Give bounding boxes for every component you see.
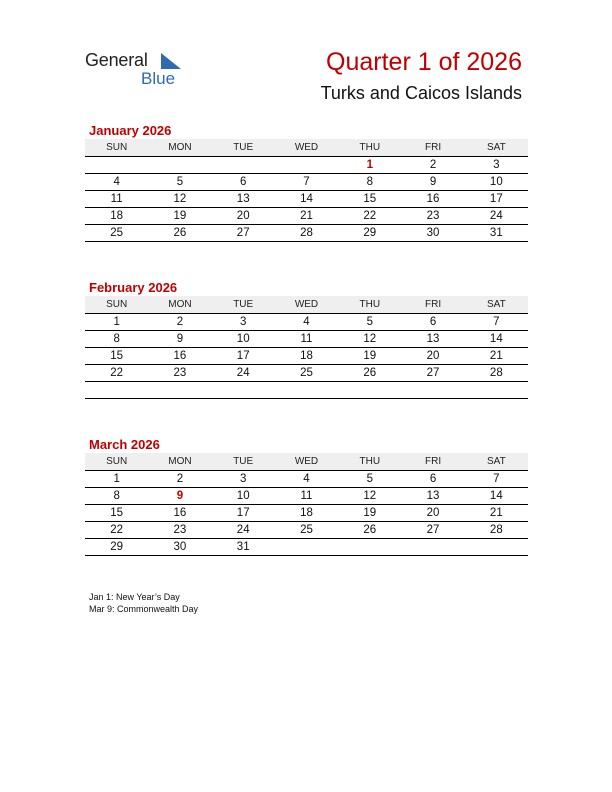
day-cell: 7 [493,316,500,328]
day-cell: 12 [173,193,187,205]
logo-triangle-icon [161,53,181,69]
holiday-day-cell: 1 [366,159,373,171]
day-cell: 2 [176,473,184,485]
day-cell: 5 [366,316,373,328]
day-cell: 16 [173,350,187,362]
day-cell: 25 [300,367,313,379]
day-cell: 19 [173,210,187,222]
weekday-sun: SUN [106,142,128,153]
day-cell: 30 [173,541,187,553]
day-cell: 16 [426,193,440,205]
weekday-tue: TUE [233,456,254,467]
day-cell: 17 [489,193,503,205]
week-row [85,522,528,539]
day-cell: 3 [493,159,500,171]
day-cell: 14 [489,490,503,502]
month-weeks [85,157,528,242]
weekday-fri: FRI [424,456,442,467]
day-cell: 4 [113,176,120,188]
day-cell: 3 [240,316,247,328]
day-cell: 14 [300,193,313,205]
day-cell: 2 [429,159,437,171]
week-row [85,505,528,522]
day-cell: 28 [489,367,503,379]
day-cell: 1 [113,316,120,328]
day-cell: 26 [173,227,187,239]
day-cell: 22 [110,524,124,536]
day-cell: 13 [426,490,440,502]
day-cell: 6 [429,316,437,328]
day-cell: 21 [489,507,503,519]
weekday-header [85,296,528,314]
week-row [85,225,528,242]
week-row [85,174,528,191]
day-cell: 24 [489,210,503,222]
holiday-notes [89,591,198,615]
weekday-wed: WED [294,299,319,310]
day-cell: 16 [173,507,187,519]
day-cell: 15 [363,193,377,205]
general-blue-logo [85,50,195,90]
week-row [85,539,528,556]
day-cell: 23 [173,367,187,379]
day-cell: 28 [300,227,313,239]
day-cell: 19 [363,507,377,519]
logo-word-blue: Blue [141,69,176,88]
month-weeks [85,471,528,556]
weekday-sun: SUN [106,456,128,467]
day-cell: 10 [489,176,503,188]
day-cell: 7 [303,176,310,188]
weekday-sun: SUN [106,299,128,310]
holiday-note: Jan 1: New Year’s Day [89,592,180,602]
day-cell: 13 [236,193,250,205]
day-cell: 6 [240,176,247,188]
day-cell: 8 [113,333,120,345]
weekday-thu: THU [359,299,381,310]
day-cell: 1 [113,473,120,485]
day-cell: 15 [110,507,124,519]
holiday-note: Mar 9: Commonwealth Day [89,604,199,614]
day-cell: 12 [363,333,377,345]
day-cell: 18 [110,210,124,222]
day-cell: 28 [489,524,503,536]
day-cell: 21 [489,350,503,362]
day-cell: 15 [110,350,124,362]
day-cell: 9 [176,333,184,345]
day-cell: 21 [300,210,313,222]
weekday-mon: MON [168,142,192,153]
week-row [85,208,528,225]
day-cell: 25 [110,227,124,239]
month-title: March 2026 [89,437,160,452]
page-subtitle: Turks and Caicos Islands [320,83,522,103]
day-cell: 30 [426,227,440,239]
day-cell: 24 [236,367,250,379]
day-cell: 24 [236,524,250,536]
day-cell: 11 [300,333,313,345]
weekday-fri: FRI [424,299,442,310]
week-row [85,314,528,331]
day-cell: 27 [426,367,440,379]
page-title: Quarter 1 of 2026 [326,48,522,76]
week-row [85,365,528,382]
holiday-day-cell: 9 [176,490,184,502]
month-weeks [85,314,528,399]
week-row [85,157,528,174]
day-cell: 27 [236,227,250,239]
day-cell: 17 [236,350,250,362]
day-cell: 18 [300,350,313,362]
weekday-wed: WED [294,142,319,153]
day-cell: 3 [240,473,247,485]
day-cell: 5 [176,176,184,188]
weekday-tue: TUE [233,142,254,153]
day-cell: 18 [300,507,313,519]
month-title: February 2026 [89,280,178,295]
week-row [85,488,528,505]
weekday-header [85,139,528,157]
weekday-fri: FRI [424,142,442,153]
day-cell: 12 [363,490,377,502]
day-cell: 5 [366,473,373,485]
weekday-header [85,453,528,471]
day-cell: 11 [110,193,123,205]
day-cell: 4 [303,473,310,485]
day-cell: 13 [426,333,440,345]
day-cell: 10 [236,490,250,502]
weekday-wed: WED [294,456,319,467]
weekday-tue: TUE [233,299,254,310]
month-title: January 2026 [89,123,172,138]
weekday-sat: SAT [486,456,506,467]
week-row [85,331,528,348]
day-cell: 25 [300,524,313,536]
day-cell: 8 [366,176,373,188]
week-row [85,191,528,208]
day-cell: 20 [236,210,250,222]
day-cell: 20 [426,350,440,362]
day-cell: 31 [236,541,250,553]
day-cell: 29 [110,541,124,553]
day-cell: 29 [363,227,377,239]
weekday-sat: SAT [486,299,506,310]
day-cell: 8 [113,490,120,502]
weekday-mon: MON [168,456,192,467]
day-cell: 23 [173,524,187,536]
day-cell: 2 [176,316,184,328]
month-january [85,122,528,242]
day-cell: 10 [236,333,250,345]
day-cell: 9 [429,176,437,188]
day-cell: 6 [429,473,437,485]
day-cell: 4 [303,316,310,328]
day-cell: 17 [236,507,250,519]
weekday-mon: MON [168,299,192,310]
day-cell: 22 [363,210,377,222]
day-cell: 26 [363,367,377,379]
week-row [85,382,528,399]
week-row [85,348,528,365]
day-cell: 23 [426,210,440,222]
week-row [85,471,528,488]
day-cell: 11 [300,490,313,502]
month-march [85,436,528,556]
weekday-sat: SAT [486,142,506,153]
weekday-thu: THU [359,142,381,153]
day-cell: 26 [363,524,377,536]
day-cell: 14 [489,333,503,345]
day-cell: 31 [489,227,503,239]
day-cell: 27 [426,524,440,536]
day-cell: 22 [110,367,124,379]
day-cell: 20 [426,507,440,519]
day-cell: 19 [363,350,377,362]
day-cell: 7 [493,473,500,485]
weekday-thu: THU [359,456,381,467]
month-february [85,279,528,399]
logo-word-general: General [85,50,148,70]
